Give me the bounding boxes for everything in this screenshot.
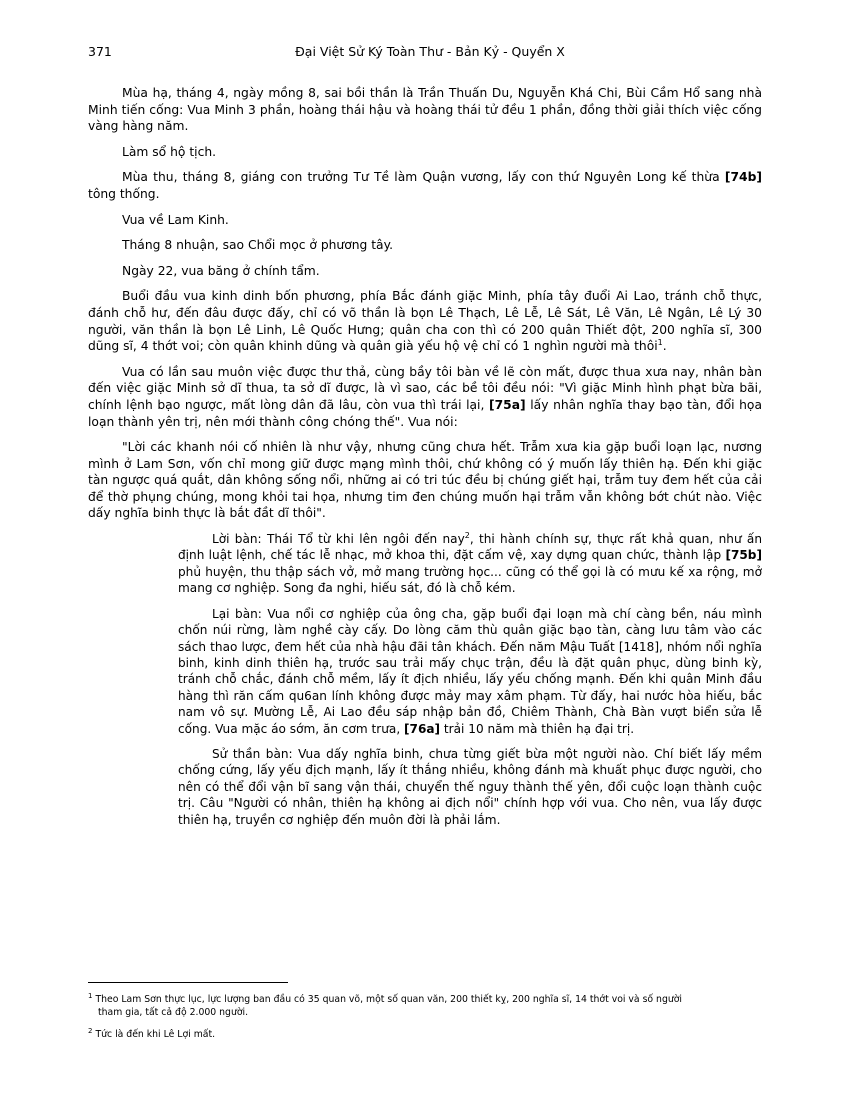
paragraph-6 [88, 263, 762, 280]
paragraph-9 [88, 439, 762, 522]
footnote-1 [88, 993, 762, 1019]
commentary-text: Lại bàn: Vua nổi cơ nghiệp của ông cha, gặp buổi đại loạn mà chí càng bền, náu mình chốn núi rừng, làm nghề cày cấy. Do lòng căm thù quân giặc bạo tàn, càng lưu tâm vào các sách thao lược, đem hết của nhà hậu đãi tân khách. Đến năm Mậu Tuất [1418], nhóm nổi nghĩa binh, kinh dinh thiên hạ, trước sau trải mấy chục trận, đều là đặt quân phục, dùng binh kỳ, tránh chỗ chắc, đánh chỗ mềm, lấy ít địch nhiều, lấy yếu chống mạnh. Đến khi quân Minh đầu hàng thì răn cấm qu6an lính không được mảy may xâm phạm. Từ đấy, hai nước hòa hiếu, bắc nam vô sự. Mường Lễ, Ai Lao đều sáp nhập bản đồ, Chiêm Thành, Chà Bàn vượt biển sửa lễ cống. Vua mặc áo sớm, ăn cơm trưa, [76a] trải 10 năm mà thiên hạ đại trị. [178, 606, 762, 736]
paragraph-text: Tháng 8 nhuận, sao Chổi mọc ở phương tây. [122, 238, 394, 253]
header-title: Đại Việt Sử Ký Toàn Thư - Bản Kỷ - Quyển X [295, 44, 565, 59]
paragraph-text: Làm sổ hộ tịch. [122, 144, 217, 159]
paragraph-2 [88, 144, 762, 161]
page-number: 371 [88, 44, 112, 59]
commentary-paragraph-1 [178, 531, 762, 597]
paragraph-4 [88, 212, 762, 229]
paragraph-7 [88, 288, 762, 354]
paragraph-text: Ngày 22, vua băng ở chính tẩm. [122, 263, 320, 278]
footnote-marker: 2 [88, 1026, 93, 1035]
body-text [88, 85, 762, 522]
page-header [88, 44, 762, 59]
paragraph-text: Vua về Lam Kinh. [122, 212, 229, 227]
paragraph-text: Mùa hạ, tháng 4, ngày mồng 8, sai bồi thần là Trần Thuấn Du, Nguyễn Khá Chi, Bùi Cầm Hổ sang nhà Minh tiến cống: Vua Minh 3 phần, hoàng thái hậu và hoàng thái tử đều 1 phần, đồng thời giải thích việc cống vàng hàng năm. [88, 86, 762, 134]
paragraph-text: Mùa thu, tháng 8, giáng con trưởng Tư Tề làm Quận vương, lấy con thứ Nguyên Long kế thừa [74b] tông thống. [88, 170, 762, 201]
commentary-paragraph-2 [178, 606, 762, 737]
footnote-separator [88, 982, 288, 983]
paragraph-1 [88, 85, 762, 135]
paragraph-5 [88, 237, 762, 254]
footnote-2 [88, 1028, 762, 1041]
paragraph-text: Buổi đầu vua kinh dinh bốn phương, phía Bắc đánh giặc Minh, phía tây đuổi Ai Lao, tránh chỗ thực, đánh chỗ hư, đến đâu được đấy, chỉ có võ thần là bọn Lê Thạch, Lê Lễ, Lê Sát, Lê Văn, Lê Ngân, Lê Lý 30 người, văn thần là bọn Lê Linh, Lê Quốc Hưng; quân cha con thì có 200 quân Thiết đột, 200 nghĩa sĩ, 300 dũng sĩ, 4 thớt voi; còn quân khinh dũng và quân già yếu hộ vệ chỉ có 1 nghìn người mà thôi$^1$. [88, 289, 762, 354]
commentary-text: Sử thần bàn: Vua dấy nghĩa binh, chưa từng giết bừa một người nào. Chí biết lấy mềm chống cứng, lấy yếu địch mạnh, lấy ít thắng nhiều, không đánh mà khuất phục được người, cho nên có thể đổi vận bĩ sang vận thái, chuyển thế nguy thành thế yên, đổi cuộc loạn thành cuộc trị. Câu "Người có nhân, thiên hạ không ai địch nổi" chính hợp với vua. Cho nên, vua lấy được thiên hạ, truyền cơ nghiệp đến muôn đời là phải lắm. [178, 746, 762, 827]
commentary-block [178, 531, 762, 828]
paragraph-text: Vua có lần sau muôn việc được thư thả, cùng bầy tôi bàn về lẽ còn mất, được thua xưa nay, nhân bàn đến việc giặc Minh sở dĩ thua, ta sở dĩ được, là vì sao, các bề tôi đều nói: "Vì giặc Minh hình phạt bừa bãi, chính lệnh bạo ngược, mất lòng dân đã lâu, còn vua thì trái lại, [75a] lấy nhân nghĩa thay bạo tàn, đổi họa loạn thành yên trị, nên mới thành công chóng thế". Vua nói: [88, 364, 762, 429]
footnote-text: Theo Lam Sơn thực lục, lực lượng ban đầu có 35 quan võ, một số quan văn, 200 thiết kỵ, 200 nghĩa sĩ, 14 thớt voi và số người [95, 994, 683, 1005]
paragraph-8 [88, 364, 762, 430]
paragraph-3 [88, 169, 762, 202]
footnote-continuation: tham gia, tất cả độ 2.000 người. [98, 1007, 249, 1018]
footnote-area [88, 982, 762, 1050]
commentary-text: Lời bàn: Thái Tổ từ khi lên ngôi đến nay$^2$, thi hành chính sự, thực rất khả quan, như ấn định luật lệnh, chế tác lễ nhạc, mở khoa thi, đặt cấm vệ, xay dựng quan chức, thành lập [75b] phủ huyện, thu thập sách vở, mở mang trường học... cũng có thể gọi là có mưu kế xa rộng, mở mang cơ nghiệp. Song đa nghi, hiếu sát, đó là chỗ kém. [178, 531, 762, 596]
footnote-text: Tức là đến khi Lê Lợi mất. [95, 1029, 216, 1040]
footnote-marker: 1 [88, 991, 93, 1000]
paragraph-text: "Lời các khanh nói cố nhiên là như vậy, nhưng cũng chưa hết. Trẫm xưa kia gặp buổi loạn lạc, nương mình ở Lam Sơn, vốn chỉ mong giữ được mạng mình thôi, chứ không có ý muốn lấy thiên hạ. Đến khi giặc tàn ngược quá quắt, dân không sống nổi, những ai có tri túc đều bị chúng giết hại, trẫm tuy đem hết của cải để thờ phụng chúng, mong khỏi tai họa, nhưng tim đen chúng muốn hại trẫm vẫn không bớt chút nào. Việc dấy nghĩa binh thực là bắt đầt dĩ thôi". [88, 440, 762, 521]
commentary-paragraph-3 [178, 746, 762, 828]
